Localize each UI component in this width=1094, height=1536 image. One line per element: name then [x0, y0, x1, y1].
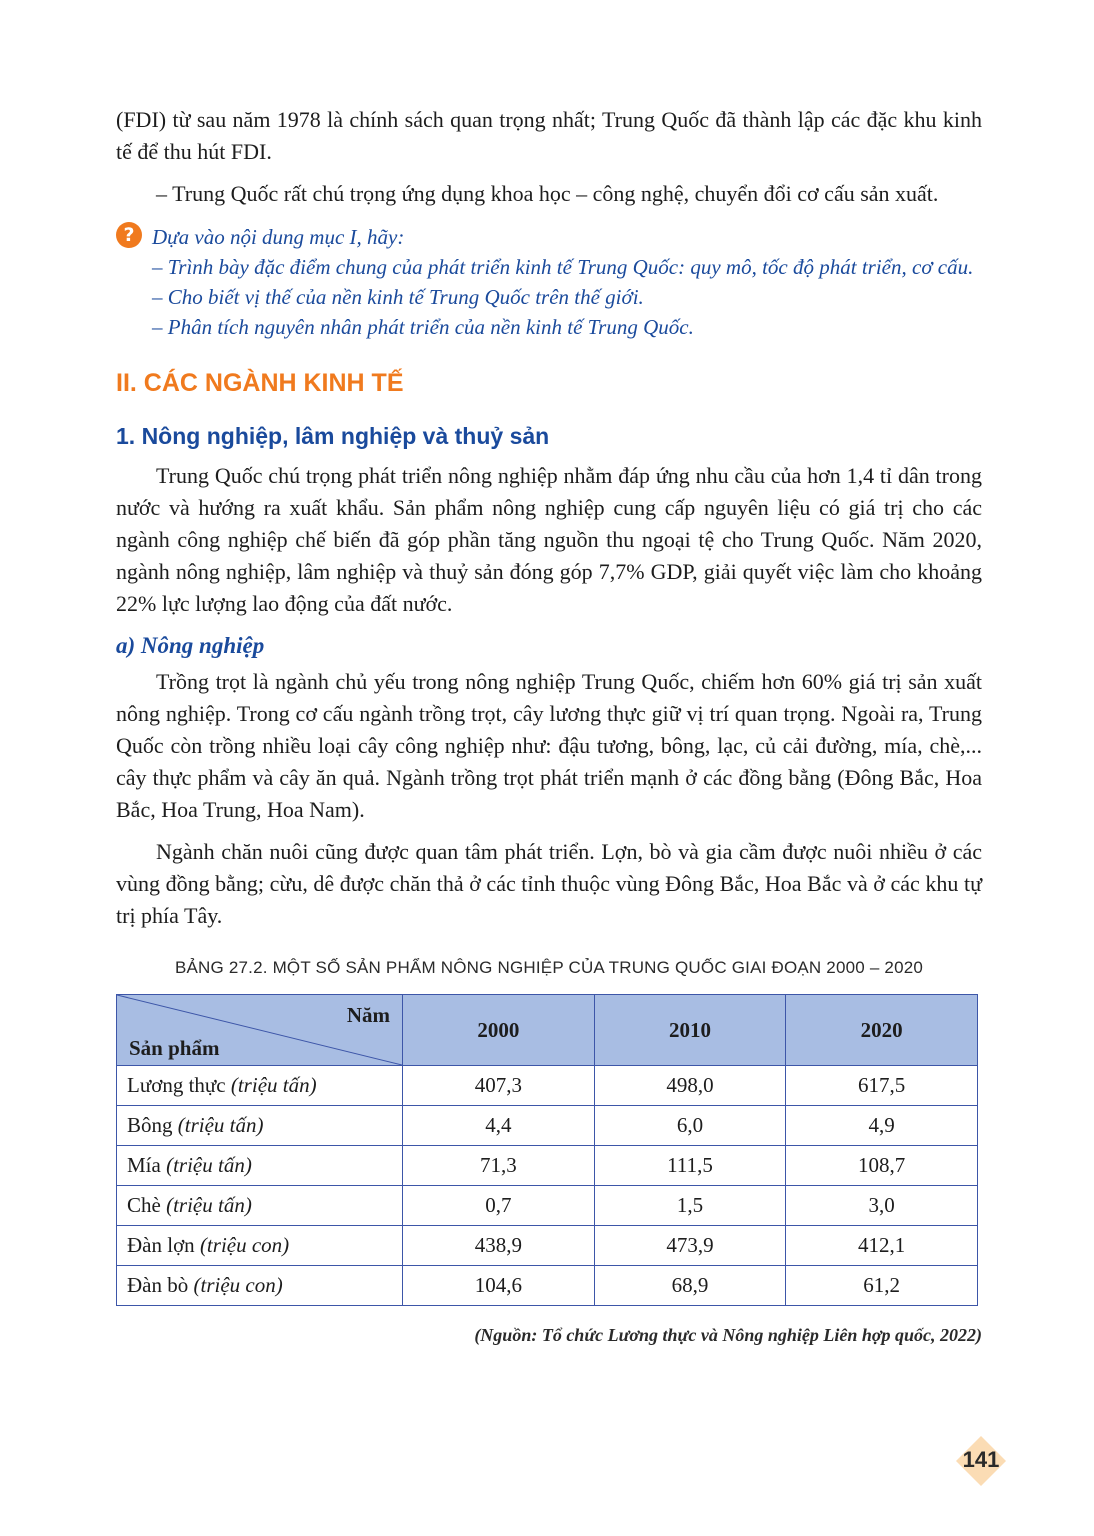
value-cell: 4,4	[403, 1106, 595, 1146]
product-unit: (triệu tấn)	[230, 1073, 317, 1097]
product-cell	[117, 1066, 403, 1106]
year-header: 2000	[403, 995, 595, 1066]
product-cell	[117, 1226, 403, 1266]
value-cell: 108,7	[786, 1146, 978, 1186]
table-row	[117, 1226, 978, 1266]
section-heading: II. CÁC NGÀNH KINH TẾ	[116, 369, 404, 397]
value-cell: 4,9	[786, 1106, 978, 1146]
value-cell: 104,6	[403, 1266, 595, 1306]
product-name: Mía	[127, 1153, 161, 1177]
intro-paragraph: (FDI) từ sau năm 1978 là chính sách quan trọng nhất; Trung Quốc đã thành lập các đặc khu kinh tế để thu hút FDI.	[116, 107, 982, 164]
value-cell: 71,3	[403, 1146, 595, 1186]
product-cell	[117, 1106, 403, 1146]
product-name: Chè	[127, 1193, 161, 1217]
product-cell	[117, 1186, 403, 1226]
question-item: – Phân tích nguyên nhân phát triển của nền kinh tế Trung Quốc.	[152, 315, 694, 339]
corner-product-label: Sản phẩm	[129, 1036, 220, 1060]
body-paragraph: Trồng trọt là ngành chủ yếu trong nông nghiệp Trung Quốc, chiếm hơn 60% giá trị sản xuất nông nghiệp. Trong cơ cấu ngành trồng trọt, cây lương thực giữ vị trí quan trọng. Ngoài ra, Trung Quốc còn trồng nhiều loại cây công nghiệp như: đậu tương, bông, lạc, củ cải đường, mía, chè,... cây thực phẩm và cây ăn quả. Ngành trồng trọt phát triển mạnh ở các đồng bằng (Đông Bắc, Hoa Bắc, Hoa Trung, Hoa Nam).	[116, 669, 982, 822]
value-cell: 407,3	[403, 1066, 595, 1106]
value-cell: 68,9	[594, 1266, 786, 1306]
table-source: (Nguồn: Tổ chức Lương thực và Nông nghiệp Liên hợp quốc, 2022)	[474, 1325, 982, 1345]
value-cell: 6,0	[594, 1106, 786, 1146]
table-row	[117, 1066, 978, 1106]
table-caption: BẢNG 27.2. MỘT SỐ SẢN PHẨM NÔNG NGHIỆP CỦA TRUNG QUỐC GIAI ĐOẠN 2000 – 2020	[174, 958, 924, 977]
table-header-row	[117, 995, 978, 1066]
agriculture-table	[116, 994, 978, 1306]
question-item: – Trình bày đặc điểm chung của phát triển kinh tế Trung Quốc: quy mô, tốc độ phát triển, cơ cấu.	[152, 255, 974, 279]
year-header: 2010	[594, 995, 786, 1066]
product-name: Lương thực	[127, 1073, 226, 1097]
table-corner-header	[117, 995, 403, 1066]
product-unit: (triệu con)	[199, 1233, 290, 1257]
value-cell: 0,7	[403, 1186, 595, 1226]
value-cell: 61,2	[786, 1266, 978, 1306]
intro-bullet: – Trung Quốc rất chú trọng ứng dụng khoa học – công nghệ, chuyển đổi cơ cấu sản xuất.	[156, 181, 939, 206]
product-unit: (triệu tấn)	[166, 1153, 252, 1177]
value-cell: 412,1	[786, 1226, 978, 1266]
corner-year-label: Năm	[346, 1003, 390, 1027]
question-icon: ?	[116, 222, 142, 248]
subsubsection-heading: a) Nông nghiệp	[116, 633, 265, 658]
value-cell: 3,0	[786, 1186, 978, 1226]
table-row	[117, 1186, 978, 1226]
year-header: 2020	[786, 995, 978, 1066]
table-row	[117, 1266, 978, 1306]
value-cell: 111,5	[594, 1146, 786, 1186]
product-cell	[117, 1146, 403, 1186]
value-cell: 617,5	[786, 1066, 978, 1106]
product-name: Bông	[127, 1113, 173, 1137]
product-unit: (triệu tấn)	[166, 1193, 252, 1217]
value-cell: 498,0	[594, 1066, 786, 1106]
value-cell: 438,9	[403, 1226, 595, 1266]
product-name: Đàn bò	[127, 1273, 189, 1297]
question-box	[116, 222, 982, 342]
value-cell: 1,5	[594, 1186, 786, 1226]
table-row	[117, 1106, 978, 1146]
question-intro: Dựa vào nội dung mục I, hãy:	[152, 225, 405, 249]
body-paragraph: Ngành chăn nuôi cũng được quan tâm phát triển. Lợn, bò và gia cầm được nuôi nhiều ở các vùng đồng bằng; cừu, dê được chăn thả ở các tỉnh thuộc vùng Đông Bắc, Hoa Bắc và ở các khu tự trị phía Tây.	[116, 839, 982, 928]
page-number: 141	[962, 1447, 1000, 1472]
product-cell	[117, 1266, 403, 1306]
page-content	[116, 104, 982, 1348]
product-unit: (triệu tấn)	[177, 1113, 264, 1137]
subsection-heading: 1. Nông nghiệp, lâm nghiệp và thuỷ sản	[116, 423, 550, 449]
product-name: Đàn lợn	[127, 1233, 195, 1257]
table-row	[117, 1146, 978, 1186]
product-unit: (triệu con)	[193, 1273, 283, 1297]
body-paragraph: Trung Quốc chú trọng phát triển nông nghiệp nhằm đáp ứng nhu cầu của hơn 1,4 tỉ dân trong nước và hướng ra xuất khẩu. Sản phẩm nông nghiệp cung cấp nguyên liệu có giá trị cho các ngành công nghiệp chế biến đã góp phần tăng nguồn thu ngoại tệ cho Trung Quốc. Năm 2020, ngành nông nghiệp, lâm nghiệp và thuỷ sản đóng góp 7,7% GDP, giải quyết việc làm cho khoảng 22% lực lượng lao động của đất nước.	[116, 463, 982, 616]
question-item: – Cho biết vị thế của nền kinh tế Trung Quốc trên thế giới.	[152, 285, 644, 309]
value-cell: 473,9	[594, 1226, 786, 1266]
